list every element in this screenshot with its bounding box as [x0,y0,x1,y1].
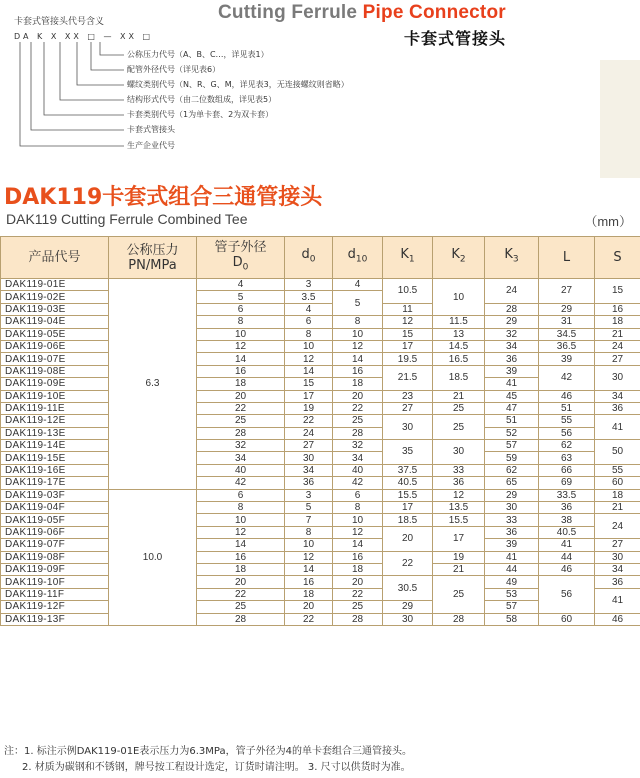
cell-d-small: 3 [285,279,333,291]
cell-k1: 22 [383,551,433,576]
cell-k2: 19 [433,551,485,563]
header-title-en-part1: Cutting Ferrule [218,2,363,23]
cell-d-small: 10 [285,340,333,352]
table-row [1,365,640,377]
cell-d-small: 7 [285,514,333,526]
cell-s: 27 [595,353,640,365]
table-row [1,452,640,464]
table-row [1,477,640,489]
cell-k3: 32 [485,328,539,340]
header-k3 [485,237,539,279]
cell-l: 33.5 [539,489,595,501]
cell-d0: 18 [197,563,285,575]
code-legend-item: 生产企业代号 [127,141,175,150]
unit-label: （mm） [584,214,632,229]
cell-k3: 41 [485,551,539,563]
cell-d10: 12 [333,340,383,352]
cell-k2: 16.5 [433,353,485,365]
cell-s: 50 [595,440,640,465]
cell-d-small: 16 [285,576,333,588]
cell-s: 21 [595,328,640,340]
code-legend-item: 配管外径代号（详见表6） [127,65,221,74]
cell-d-small: 22 [285,415,333,427]
header-d10-sub: 10 [355,254,368,265]
cell-d0: 40 [197,464,285,476]
cell-l: 39 [539,353,595,365]
cell-d10: 10 [333,328,383,340]
table-row [1,502,640,514]
cell-d0: 28 [197,427,285,439]
cell-k1: 29 [383,601,433,613]
cell-k2: 10 [433,279,485,316]
cell-d10: 18 [333,563,383,575]
cell-l: 60 [539,613,595,625]
cell-code: DAK119-11E [1,402,109,414]
cell-d10: 34 [333,452,383,464]
header-k2 [433,237,485,279]
cell-d-small: 10 [285,539,333,551]
cell-d-small: 19 [285,402,333,414]
header-d-small [285,237,333,279]
table-row [1,551,640,563]
cell-d10: 32 [333,440,383,452]
cell-k1: 17 [383,502,433,514]
cell-k3: 41 [485,378,539,390]
cell-d10: 40 [333,464,383,476]
cell-d-small: 3 [285,489,333,501]
cell-d10: 16 [333,551,383,563]
cell-d10: 12 [333,526,383,538]
cell-d-small: 15 [285,378,333,390]
cell-k3: 29 [485,489,539,501]
cell-s: 36 [595,402,640,414]
cell-l: 69 [539,477,595,489]
cell-k1: 20 [383,526,433,551]
cell-code: DAK119-09F [1,563,109,575]
cell-k2: 13 [433,328,485,340]
notes [4,744,640,776]
table-row [1,353,640,365]
cell-k3: 36 [485,526,539,538]
header-code: 产品代号 [1,237,109,279]
header-title-en-part2: Pipe Connector [362,2,506,23]
cell-k3: 62 [485,464,539,476]
code-legend-item: 公称压力代号（A、B、C…，详见表1） [127,50,269,59]
cell-code: DAK119-13F [1,613,109,625]
cell-d0: 8 [197,316,285,328]
table-row [1,402,640,414]
header-k1-label: K [400,247,409,263]
cell-d10: 6 [333,489,383,501]
table-row [1,279,640,291]
cell-k1: 11 [383,303,433,315]
cell-k2: 17 [433,526,485,551]
cell-l: 51 [539,402,595,414]
cell-code: DAK119-08F [1,551,109,563]
cell-k3: 52 [485,427,539,439]
cell-d10: 25 [333,415,383,427]
cell-k1: 27 [383,402,433,414]
cell-code: DAK119-05E [1,328,109,340]
cell-k1: 17 [383,340,433,352]
cell-k1: 30 [383,613,433,625]
cell-k1: 40.5 [383,477,433,489]
table-row [1,328,640,340]
cell-d0: 20 [197,576,285,588]
code-pattern: DA K X XX □ — XX □ [14,32,154,41]
cell-code: DAK119-08E [1,365,109,377]
cell-d0: 10 [197,514,285,526]
cell-k1: 30 [383,415,433,440]
cell-l: 42 [539,365,595,390]
table-row [1,415,640,427]
cell-d0: 6 [197,489,285,501]
cell-s: 41 [595,588,640,613]
cell-code: DAK119-15E [1,452,109,464]
cell-d-small: 14 [285,365,333,377]
header-k3-label: K [504,247,513,263]
cell-code: DAK119-05F [1,514,109,526]
cell-d10: 20 [333,390,383,402]
note-line-1: 注：1. 标注示例DAK119-01E表示压力为6.3MPa，管子外径为4的单卡套组合三通管接头。 [4,746,412,757]
cell-k1: 12 [383,316,433,328]
cell-k3: 33 [485,514,539,526]
cell-l: 44 [539,551,595,563]
code-legend-item: 螺纹类别代号（N、R、G、M，详见表3，无连接螺纹则省略） [127,80,349,89]
cell-k3: 47 [485,402,539,414]
cell-k2: 33 [433,464,485,476]
cell-k3: 57 [485,601,539,613]
section-title: DAK119卡套式组合三通管接头 [4,185,323,210]
cell-d-small: 14 [285,563,333,575]
cell-s: 16 [595,303,640,315]
table-row [1,539,640,551]
cell-d10: 8 [333,316,383,328]
cell-k2: 14.5 [433,340,485,352]
header-d-small-label: d [301,247,310,263]
cell-d-small: 12 [285,551,333,563]
table-row [1,514,640,526]
cell-s: 34 [595,563,640,575]
table-row [1,613,640,625]
cell-l: 31 [539,316,595,328]
cell-k3: 30 [485,502,539,514]
cell-l: 56 [539,576,595,613]
cell-code: DAK119-06F [1,526,109,538]
cell-l: 55 [539,415,595,427]
cell-d10: 8 [333,502,383,514]
cell-code: DAK119-10E [1,390,109,402]
cell-d-small: 27 [285,440,333,452]
header-d0-line1: 管子外径 [214,239,267,255]
cell-k1: 15.5 [383,489,433,501]
cell-s: 27 [595,539,640,551]
header-d0-sub: 0 [242,262,249,273]
header-pn-line1: 公称压力 [126,242,179,258]
cell-d0: 20 [197,390,285,402]
cell-s: 46 [595,613,640,625]
cell-s: 24 [595,514,640,539]
cell-d0: 14 [197,539,285,551]
cell-code: DAK119-04F [1,502,109,514]
cell-d0: 4 [197,279,285,291]
cell-l: 66 [539,464,595,476]
table-row [1,427,640,439]
cell-s: 34 [595,390,640,402]
cell-k3: 45 [485,390,539,402]
header-d0 [197,237,285,279]
cell-l: 46 [539,390,595,402]
cell-k3: 65 [485,477,539,489]
cell-s: 36 [595,576,640,588]
cell-k1: 30.5 [383,576,433,601]
cell-k2: 13.5 [433,502,485,514]
cell-d-small: 5 [285,502,333,514]
cell-d10: 22 [333,402,383,414]
header-pn-line2: PN/MPa [128,257,177,273]
cell-d10: 5 [333,291,383,316]
cell-k1: 18.5 [383,514,433,526]
cell-k3: 29 [485,316,539,328]
cell-d-small: 22 [285,613,333,625]
cell-s: 18 [595,316,640,328]
cell-k2: 36 [433,477,485,489]
cell-d-small: 6 [285,316,333,328]
cell-d0: 12 [197,340,285,352]
cell-d0: 5 [197,291,285,303]
cell-d0: 42 [197,477,285,489]
table-header-row [1,237,640,279]
cell-d10: 22 [333,588,383,600]
cell-d0: 6 [197,303,285,315]
header-s: S [595,237,640,279]
cell-d-small: 18 [285,588,333,600]
cell-s: 30 [595,365,640,390]
cell-k2: 21 [433,563,485,575]
cell-d-small: 17 [285,390,333,402]
cell-code: DAK119-03F [1,489,109,501]
cell-code: DAK119-17E [1,477,109,489]
cell-s: 60 [595,477,640,489]
cell-l: 40.5 [539,526,595,538]
cell-l: 34.5 [539,328,595,340]
cell-d0: 16 [197,365,285,377]
code-legend-item: 卡套式管接头 [127,125,175,134]
cell-k2: 28 [433,613,485,625]
cell-d10: 18 [333,378,383,390]
cell-d10: 28 [333,613,383,625]
cell-d10: 28 [333,427,383,439]
cell-code: DAK119-12F [1,601,109,613]
cell-k2: 11.5 [433,316,485,328]
cell-k2: 15.5 [433,514,485,526]
header-k1-sub: 1 [408,254,415,265]
cell-k3: 51 [485,415,539,427]
table-row [1,390,640,402]
table-row [1,489,640,501]
cell-k2: 30 [433,440,485,465]
cell-d0: 28 [197,613,285,625]
table-row [1,316,640,328]
cell-code: DAK119-10F [1,576,109,588]
code-legend-item: 卡套类别代号（1为单卡套、2为双卡套） [127,110,274,119]
cell-l: 62 [539,440,595,452]
cell-k3: 39 [485,539,539,551]
header-d10 [333,237,383,279]
cell-k3: 57 [485,440,539,452]
cell-d-small: 3.5 [285,291,333,303]
cell-d10: 4 [333,279,383,291]
cell-d-small: 24 [285,427,333,439]
cell-pn: 6.3 [109,279,197,490]
cell-d0: 10 [197,328,285,340]
cell-s: 15 [595,279,640,304]
cell-code: DAK119-02E [1,291,109,303]
header-l: L [539,237,595,279]
header-k2-sub: 2 [459,254,466,265]
cell-k1: 15 [383,328,433,340]
header-d10-label: d [347,247,356,263]
cell-k2: 12 [433,489,485,501]
cell-s: 21 [595,502,640,514]
cell-d0: 14 [197,353,285,365]
note-line-2: 2. 材质为碳钢和不锈钢，牌号按工程设计选定，订货时请注明。 3. 尺寸以供货时为准。 [22,762,411,773]
cell-code: DAK119-04E [1,316,109,328]
cell-d0: 34 [197,452,285,464]
table-row [1,303,640,315]
cell-k2: 18.5 [433,365,485,390]
cell-s: 18 [595,489,640,501]
cell-d-small: 34 [285,464,333,476]
header-d0-line2: D [232,254,243,270]
cell-k1: 35 [383,440,433,465]
header-d-small-sub: 0 [309,254,316,265]
cell-k1: 23 [383,390,433,402]
cell-k2: 25 [433,415,485,440]
cell-d10: 16 [333,365,383,377]
cell-code: DAK119-09E [1,378,109,390]
cell-s: 41 [595,415,640,440]
cell-k3: 39 [485,365,539,377]
cell-d-small: 8 [285,328,333,340]
cell-k1: 21.5 [383,365,433,390]
cell-s: 55 [595,464,640,476]
cell-d-small: 8 [285,526,333,538]
header-k2-label: K [451,247,460,263]
cell-l: 29 [539,303,595,315]
cell-code: DAK119-01E [1,279,109,291]
cell-code: DAK119-14E [1,440,109,452]
cell-d0: 12 [197,526,285,538]
cell-d10: 42 [333,477,383,489]
cell-d10: 14 [333,539,383,551]
cell-code: DAK119-03E [1,303,109,315]
spec-table [0,236,640,626]
cell-d0: 25 [197,415,285,427]
cell-l: 38 [539,514,595,526]
header-k1 [383,237,433,279]
cell-l: 36 [539,502,595,514]
cell-k2: 25 [433,402,485,414]
cell-k3: 44 [485,563,539,575]
table-row [1,440,640,452]
cell-s: 24 [595,340,640,352]
cell-code: DAK119-07E [1,353,109,365]
cell-d-small: 4 [285,303,333,315]
cell-code: DAK119-07F [1,539,109,551]
code-legend-item: 结构形式代号（由二位数组成，详见表5） [127,95,277,104]
cell-l: 56 [539,427,595,439]
cell-k3: 24 [485,279,539,304]
cell-code: DAK119-16E [1,464,109,476]
header-title-cn: 卡套式管接头 [404,29,507,48]
cell-d0: 25 [197,601,285,613]
section-subtitle: DAK119 Cutting Ferrule Combined Tee [6,211,248,227]
table-row [1,576,640,588]
cell-k3: 59 [485,452,539,464]
cell-d0: 16 [197,551,285,563]
cell-pn: 10.0 [109,489,197,625]
cell-d0: 22 [197,402,285,414]
cell-s: 30 [595,551,640,563]
cell-d-small: 36 [285,477,333,489]
cell-d0: 8 [197,502,285,514]
header-pn [109,237,197,279]
cell-d10: 20 [333,576,383,588]
cell-k1: 37.5 [383,464,433,476]
cell-k3: 58 [485,613,539,625]
cell-d10: 14 [333,353,383,365]
cell-k2: 21 [433,390,485,402]
cell-l: 41 [539,539,595,551]
table-row [1,464,640,476]
cell-d-small: 12 [285,353,333,365]
cell-d-small: 20 [285,601,333,613]
cell-k2: 25 [433,576,485,613]
cell-k1: 10.5 [383,279,433,304]
cell-l: 63 [539,452,595,464]
code-legend-title: 卡套式管接头代号含义 [14,17,105,27]
code-legend-lines [0,0,640,180]
cell-l: 46 [539,563,595,575]
table-row [1,563,640,575]
cell-k3: 49 [485,576,539,588]
cell-code: DAK119-06E [1,340,109,352]
cell-d0: 18 [197,378,285,390]
table-row [1,526,640,538]
cell-d-small: 30 [285,452,333,464]
header-k3-sub: 3 [512,254,519,265]
cell-l: 27 [539,279,595,304]
cell-l: 36.5 [539,340,595,352]
cell-k3: 53 [485,588,539,600]
cell-k3: 28 [485,303,539,315]
cell-k3: 34 [485,340,539,352]
cell-code: DAK119-13E [1,427,109,439]
cell-d10: 25 [333,601,383,613]
cell-k3: 36 [485,353,539,365]
cell-d10: 10 [333,514,383,526]
cell-d0: 22 [197,588,285,600]
table-row [1,340,640,352]
cell-k1: 19.5 [383,353,433,365]
cell-d0: 32 [197,440,285,452]
cell-code: DAK119-11F [1,588,109,600]
cell-code: DAK119-12E [1,415,109,427]
